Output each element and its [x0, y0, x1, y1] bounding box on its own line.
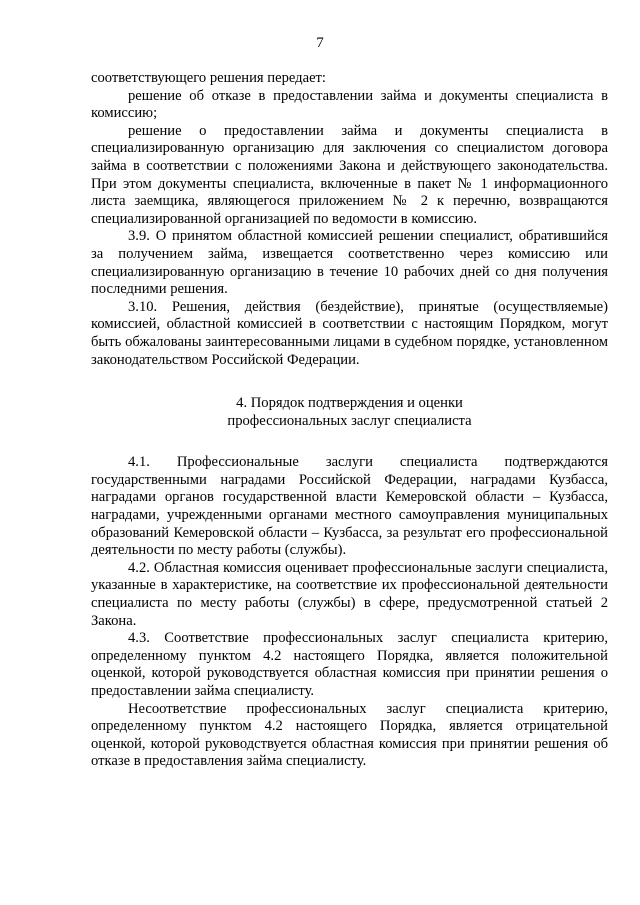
- paragraph-refusal-option: решение об отказе в предоставлении займа и документы специалиста в комиссию;: [91, 87, 608, 122]
- paragraph-approval-option: решение о предоставлении займа и документы специалиста в специализированную организацию для заключения со специалистом договора займа в соответствии с положениями Закона и действующего законодательства. При этом документы специалиста, включенные в пакет № 1 информационного листа заемщика, являющегося приложением № 2 к перечню, возвращаются специализированной организацией по ведомости в комиссию.: [91, 122, 608, 227]
- section-4-body: [91, 454, 608, 771]
- page-body: [91, 70, 608, 771]
- paragraph-4-1: 4.1. Профессиональные заслуги специалиста подтверждаются государственными наградами Российской Федерации, наградами Кузбасса, наградами органов государственной власти Кемеровской области – Кузбасса, наградами, учрежденными органами местного самоуправления муниципальных образований Кемеровской области – Кузбасса, за результат его профессиональной деятельности по месту работы (службы).: [91, 454, 608, 559]
- paragraph-4-3-negative: Несоответствие профессиональных заслуг специалиста критерию, определенному пунктом 4.2 настоящего Порядка, является отрицательной оценкой, которой руководствуется областная комиссия при принятии решения об отказе в предоставления займа специалисту.: [91, 700, 608, 770]
- paragraph-3-9: 3.9. О принятом областной комиссией решении специалист, обратившийся за получением займа, извещается соответственно через комиссию или специализированную организацию в течение 10 рабочих дней со дня получения последними решения.: [91, 228, 608, 298]
- paragraph-continuation: соответствующего решения передает:: [91, 70, 326, 86]
- paragraph-3-10: 3.10. Решения, действия (бездействие), принятые (осуществляемые) комиссией, областной комиссией в соответствии с настоящим Порядком, могут быть обжалованы заинтересованными лицами в судебном порядке, установленном законодательством Российской Федерации.: [91, 298, 608, 368]
- paragraph-4-2: 4.2. Областная комиссия оценивает профессиональные заслуги специалиста, указанные в характеристике, на соответствие их профессиональной деятельности специалиста по месту работы (службы) в сфере, предусмотренной статьей 2 Закона.: [91, 559, 608, 629]
- section-4-heading-line-1: 4. Порядок подтверждения и оценки: [236, 395, 463, 412]
- section-4-heading-line-2: профессиональных заслуг специалиста: [227, 412, 472, 429]
- paragraph-4-3: 4.3. Соответствие профессиональных заслуг специалиста критерию, определенному пунктом 4.2 настоящего Порядка, является положительной оценкой, которой руководствуется областная комиссия при принятии решения о предоставлении займа специалисту.: [91, 630, 608, 699]
- page-number: 7: [316, 35, 324, 51]
- section-4-heading: [91, 395, 608, 430]
